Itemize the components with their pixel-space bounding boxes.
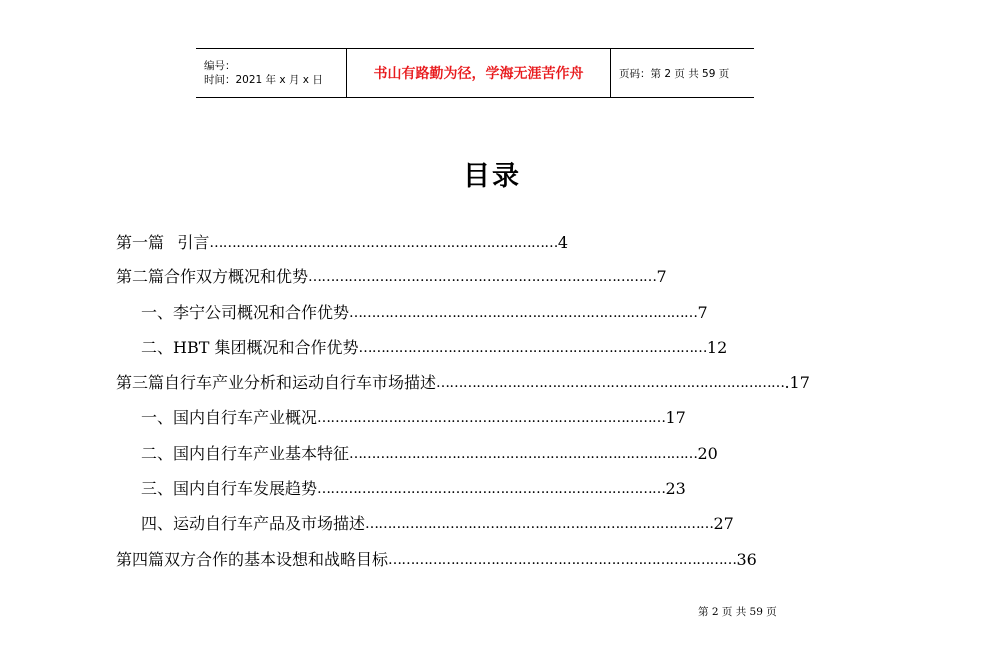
toc-page: 7: [656, 267, 667, 286]
toc-title: 运动自行车产品及市场描述: [173, 514, 366, 533]
toc-title: HBT 集团概况和合作优势: [173, 338, 359, 357]
toc-entry[interactable]: [141, 513, 734, 535]
toc-page: 23: [665, 479, 686, 498]
time-label: 时间：2021 年 x 月 x 日: [204, 74, 323, 86]
toc-entry[interactable]: [116, 266, 667, 288]
toc-entry[interactable]: [116, 232, 568, 254]
header-motto: [346, 49, 611, 97]
toc-title: 李宁公司概况和合作优势: [173, 303, 350, 322]
toc-label: 第一篇: [116, 233, 165, 252]
toc-leader: ……………………………………………………………………: [388, 552, 737, 568]
toc-label: 二、: [141, 444, 174, 463]
serial-label: 编号：: [204, 60, 236, 72]
toc-entry[interactable]: [141, 302, 708, 324]
motto-text: 书山有路勤为径，学海无涯苦作舟: [373, 66, 584, 82]
toc-entry[interactable]: [141, 443, 718, 465]
page-header: [196, 48, 754, 98]
toc-page: 27: [713, 514, 734, 533]
toc-leader: ……………………………………………………………………: [349, 446, 698, 462]
toc-page: 17: [665, 408, 686, 427]
toc-label: 一、: [141, 303, 174, 322]
header-page-info: [611, 49, 754, 97]
toc-leader: ……………………………………………………………………: [349, 305, 698, 321]
toc-title: 国内自行车产业概况: [173, 408, 318, 427]
toc-title: 国内自行车发展趋势: [173, 479, 318, 498]
toc-page: 36: [736, 550, 757, 569]
toc-title: 国内自行车产业基本特征: [173, 444, 350, 463]
toc-title: 引言: [177, 233, 210, 252]
toc-entry[interactable]: [141, 478, 686, 500]
toc-leader: ……………………………………………………………………: [209, 235, 558, 251]
toc-label: 三、: [141, 479, 174, 498]
toc-leader: ……………………………………………………………………: [436, 375, 785, 391]
toc-label: 一、: [141, 408, 174, 427]
toc-entry[interactable]: [141, 337, 728, 359]
toc-page: 7: [697, 303, 708, 322]
toc-page: .17: [784, 373, 810, 392]
header-meta: [196, 49, 346, 97]
page-info-text: 页码：第 2 页 共 59 页: [619, 67, 730, 80]
toc-page: 20: [697, 444, 718, 463]
document-title: 目录: [463, 161, 521, 192]
toc-title: 合作双方概况和优势: [164, 267, 309, 286]
toc-title: 双方合作的基本设想和战略目标: [164, 550, 389, 569]
toc-leader: ……………………………………………………………………: [317, 481, 666, 497]
toc-entry[interactable]: [141, 407, 686, 429]
toc-leader: ……………………………………………………………………: [308, 269, 657, 285]
toc-title: 自行车产业分析和运动自行车市场描述: [164, 373, 437, 392]
toc-label: 第二篇: [116, 267, 165, 286]
toc-label: 二、: [141, 338, 174, 357]
toc-leader: ……………………………………………………………………: [317, 410, 666, 426]
toc-entry[interactable]: [116, 372, 810, 394]
toc-leader: ……………………………………………………………………: [358, 340, 707, 356]
toc-label: 四、: [141, 514, 174, 533]
toc-label: 第四篇: [116, 550, 165, 569]
toc-page: 12: [706, 338, 728, 357]
toc-leader: ……………………………………………………………………: [365, 516, 714, 532]
toc-page: 4: [557, 233, 568, 252]
toc-label: 第三篇: [116, 373, 165, 392]
page-footer: 第 2 页 共 59 页: [698, 606, 777, 618]
toc-entry[interactable]: [116, 549, 757, 571]
